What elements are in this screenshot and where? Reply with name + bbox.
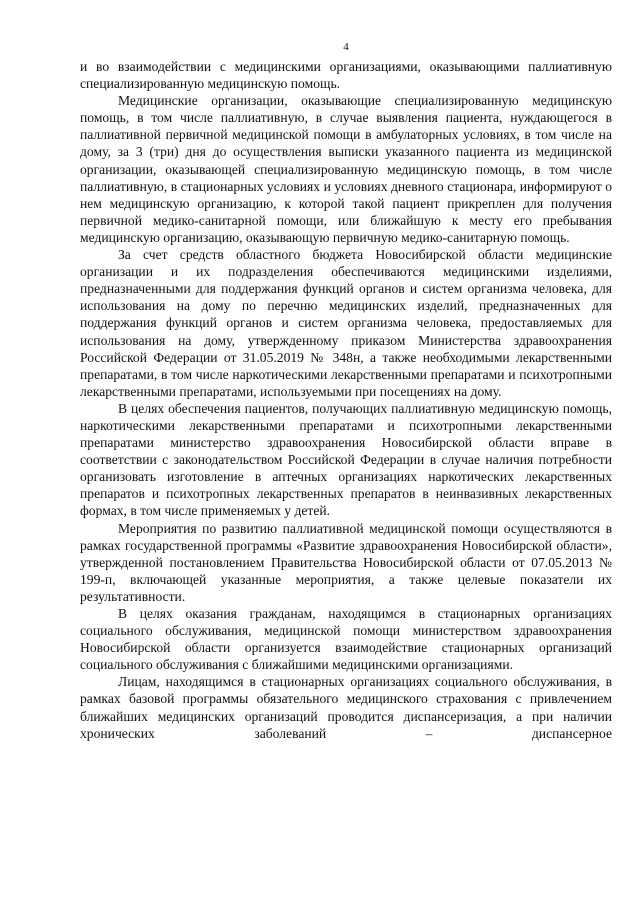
paragraph-continuation: и во взаимодействии с медицинскими организациями, оказывающими паллиативную специализированную медицинскую помощь. <box>80 59 612 92</box>
paragraph-state-program: Мероприятия по развитию паллиативной медицинской помощи осуществляются в рамках государственной программы «Развитие здравоохранения Новосибирской области», утвержденной постановлением Правительства Новосибирской области от 07.05.2013 № 199-п, включающей указанные мероприятия, а также целевые показатели их результативности. <box>80 520 612 604</box>
paragraph-medical-organizations: Медицинские организации, оказывающие специализированную медицинскую помощь, в том числе паллиативную, в случае выявления пациента, нуждающегося в паллиативной первичной медицинской помощи в амбулаторных условиях, в том числе на дому, за 3 (три) дня до осуществления выписки указанного пациента из медицинской организации, оказывающей специализированную медицинскую помощь, в том числе паллиативную, в стационарных условиях и условиях дневного стационара, информируют о нем медицинскую организацию, к которой такой пациент прикреплен для получения первичной медико-санитарной помощи, или ближайшую к месту его пребывания медицинскую организацию, оказывающую первичную медико-санитарную помощь. <box>80 93 612 245</box>
document-page <box>80 38 612 742</box>
page-number: 4 <box>343 41 349 53</box>
paragraph-narcotic-drugs: В целях обеспечения пациентов, получающих паллиативную медицинскую помощь, наркотическими лекарственными препаратами и психотропными лекарственными препаратами министерство здравоохранения Новосибирской области вправе в соответствии с законодательством Российской Федерации в случае наличия потребности организовать изготовление в аптечных организациях наркотических лекарственных препаратов и психотропных лекарственных препаратов в неинвазивных лекарственных формах, в том числе применяемых у детей. <box>80 400 612 519</box>
paragraph-social-service: В целях оказания гражданам, находящимся в стационарных организациях социального обслуживания, медицинской помощи министерством здравоохранения Новосибирской области организуется взаимодействие стационарных организаций социального обслуживания с ближайшими медицинскими организациями. <box>80 606 612 673</box>
paragraph-dispensary: Лицам, находящимся в стационарных организациях социального обслуживания, в рамках базовой программы обязательного медицинского страхования с привлечением ближайших медицинских организаций проводится диспансеризация, а при наличии хронических заболеваний – диспансерное <box>80 674 612 741</box>
paragraph-regional-budget: За счет средств областного бюджета Новосибирской области медицинские организации и их подразделения обеспечиваются медицинскими изделиями, предназначенными для поддержания функций органов и систем организма человека, для использования на дому по перечню медицинских изделий, предназначенных для поддержания функций органов и систем организма человека, предоставляемых для использования на дому, утвержденному приказом Министерства здравоохранения Российской Федерации от 31.05.2019 № 348н, а также необходимыми лекарственными препаратами, в том числе наркотическими лекарственными препаратами и психотропными лекарственными препаратами, используемыми при посещениях на дому. <box>80 247 612 399</box>
